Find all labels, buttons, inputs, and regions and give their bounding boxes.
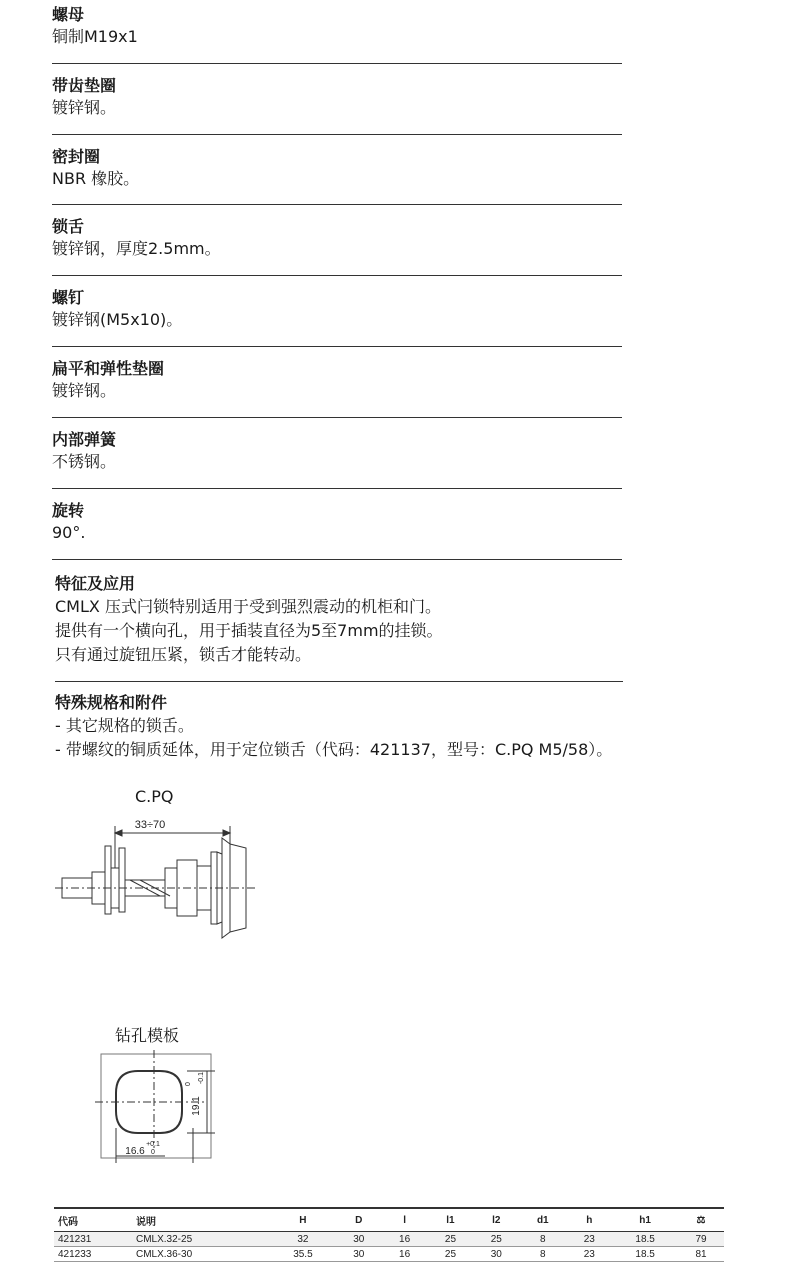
col-header-l2: l2 [473,1208,519,1232]
section-nut [52,4,620,48]
cell-weight: 79 [678,1232,724,1247]
col-header-l1: l1 [428,1208,474,1232]
divider [52,346,622,347]
section-features [55,573,655,667]
table-row [54,1232,724,1247]
divider [52,63,622,64]
accessory-line: - 带螺纹的铜质延体，用于定位锁舌（代码：421137，型号：C.PQ M5/58）。 [55,740,613,759]
cell-l2: 30 [473,1247,519,1262]
cell-d1: 8 [519,1232,566,1247]
drilling-template-drawing [95,1048,225,1168]
height-tolerance-lower: -0.1 [198,1071,205,1085]
cell-l: 16 [382,1232,428,1247]
cell-code: 421233 [54,1247,132,1262]
feature-line: CMLX 压式闩锁特别适用于受到强烈震动的机柜和门。 [55,597,441,616]
cell-D: 30 [336,1247,382,1262]
section-body: 镀锌钢，厚度2.5mm。 [52,239,221,258]
section-body: 镀锌钢。 [52,381,117,400]
section-title: 特征及应用 [55,574,136,593]
section-screw [52,287,620,331]
cell-l1: 25 [428,1232,474,1247]
weight-icon: ⚖ [678,1208,724,1232]
width-dimension-label: 16.6 [125,1146,145,1157]
accessory-line: - 其它规格的锁舌。 [55,716,194,735]
cell-description: CMLX.32-25 [132,1232,270,1247]
section-title: 旋转 [52,501,85,520]
col-header-H: H [270,1208,336,1232]
section-accessories [55,692,735,762]
divider [52,275,622,276]
cell-code: 421231 [54,1232,132,1247]
figure-drill-title: 钻孔模板 [115,1026,180,1045]
divider [55,681,623,682]
cell-h1: 18.5 [612,1232,678,1247]
section-title: 密封圈 [52,147,101,166]
section-body: 镀锌钢。 [52,98,117,117]
col-header-D: D [336,1208,382,1232]
divider [52,134,622,135]
cpq-dimension-label: 33÷70 [134,819,166,831]
cell-l2: 25 [473,1232,519,1247]
section-title: 内部弹簧 [52,430,117,449]
figure-cpq-title: C.PQ [135,787,174,806]
section-title: 扁平和弹性垫圈 [52,359,165,378]
section-washers [52,358,620,402]
cell-h1: 18.5 [612,1247,678,1262]
section-spring [52,429,620,473]
col-header-h: h [566,1208,612,1232]
table-row [54,1247,724,1262]
col-header-h1: h1 [612,1208,678,1232]
section-title: 螺钉 [52,288,85,307]
section-body: 不锈钢。 [52,452,117,471]
section-toothed-washer [52,75,620,119]
width-tolerance-lower: 0 [151,1149,155,1156]
cell-l1: 25 [428,1247,474,1262]
cell-h: 23 [566,1247,612,1262]
section-title: 锁舌 [52,217,85,236]
section-body: NBR 橡胶。 [52,169,140,188]
cpq-extension-drawing [50,808,270,948]
col-header-d1: d1 [519,1208,566,1232]
section-body: 铜制M19x1 [52,27,138,46]
section-latch-tongue [52,216,620,260]
divider [52,488,622,489]
col-header-description: 说明 [132,1208,270,1232]
spec-table [54,1207,724,1262]
section-body: 镀锌钢(M5x10)。 [52,310,183,329]
section-rotation [52,500,620,544]
table-header-row [54,1208,724,1232]
divider [52,204,622,205]
cell-h: 23 [566,1232,612,1247]
cell-d1: 8 [519,1247,566,1262]
cell-l: 16 [382,1247,428,1262]
feature-line: 只有通过旋钮压紧，锁舌才能转动。 [55,645,312,664]
section-title: 特殊规格和附件 [55,693,168,712]
cell-weight: 81 [678,1247,724,1262]
cell-H: 32 [270,1232,336,1247]
section-title: 螺母 [52,5,85,24]
section-seal [52,146,620,190]
width-tolerance-upper: +0.1 [146,1141,160,1148]
cell-H: 35.5 [270,1247,336,1262]
cell-D: 30 [336,1232,382,1247]
section-title: 带齿垫圈 [52,76,117,95]
height-tolerance-upper: 0 [185,1082,192,1086]
height-dimension-label: 19.1 [191,1096,202,1116]
feature-line: 提供有一个横向孔，用于插装直径为5至7mm的挂锁。 [55,621,443,640]
divider [52,559,622,560]
divider [52,417,622,418]
col-header-code: 代码 [54,1208,132,1232]
cell-description: CMLX.36-30 [132,1247,270,1262]
section-body: 90°. [52,523,86,542]
col-header-l: l [382,1208,428,1232]
